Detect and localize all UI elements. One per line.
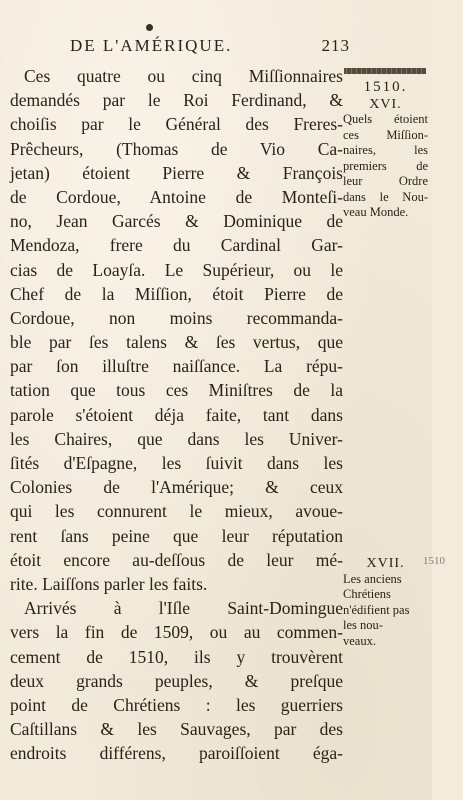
text-line: Cordoue, non moins recommanda-	[10, 307, 343, 328]
text-line: choiſis par le Général des Freres-	[10, 114, 343, 135]
text-line: cement de 1510, ils y trouvèrent	[10, 646, 343, 667]
text-line: jetan) étoient Pierre & François	[10, 162, 343, 183]
ornamental-rule	[344, 68, 426, 74]
margin-section-number: XVII.	[366, 556, 405, 571]
margin-note-line: ces Miſſion-	[343, 127, 428, 142]
text-line: Prêcheurs, (Thomas de Vio Ca-	[10, 138, 343, 159]
margin-note-xvii	[343, 555, 445, 649]
text-line: Mendoza, frere du Cardinal Gar-	[10, 235, 343, 256]
text-line: tation que tous ces Miniſtres de la	[10, 380, 343, 401]
margin-section-number: XVI.	[369, 96, 402, 112]
margin-year: 1510.	[363, 79, 408, 95]
margin-note-line: naires, les	[343, 143, 428, 157]
margin-note-line: Chrétiens	[343, 587, 391, 601]
text-line: rent ſans peine que leur réputation	[10, 525, 343, 546]
text-line: no, Jean Garcés & Dominique de	[10, 211, 343, 232]
text-line: endroits différens, paroiſſoient éga-	[10, 743, 343, 764]
margin-note-line: leur Ordre	[343, 174, 428, 188]
body-text	[10, 64, 343, 765]
text-line: qui les connurent le mieux, avoue-	[10, 501, 343, 522]
margin-note-line: premiers de	[343, 158, 428, 173]
text-line: deux grands peuples, & preſque	[10, 670, 343, 691]
text-line: cias de Loayſa. Le Supérieur, ou le	[10, 259, 343, 280]
margin-note-line: Les anciens	[343, 571, 402, 586]
margin-year: 1510	[423, 555, 445, 567]
text-line: les Chaires, que dans les Univer-	[10, 428, 343, 449]
margin-note-line: dans le Nou-	[343, 189, 428, 204]
margin-note-line: veaux.	[343, 633, 376, 648]
text-line: Colonies de l'Amérique; & ceux	[10, 477, 343, 498]
text-line: Caſtillans & les Sauvages, par des	[10, 719, 343, 740]
text-line: ble par ſes talens & ſes vertus, que	[10, 332, 343, 353]
margin-note-line: veau Monde.	[343, 205, 409, 219]
margin-note-line: n'édifient pas	[343, 602, 410, 617]
page-number: 213	[321, 36, 350, 55]
text-line: étoit encore au-deſſous de leur mé-	[10, 549, 343, 570]
ink-dot	[146, 24, 153, 31]
text-line: rite. Laiſſons parler les faits.	[10, 573, 208, 594]
text-line: Chef de la Miſſion, étoit Pierre de	[10, 283, 343, 304]
text-line: ſités d'Eſpagne, les ſuivit dans les	[10, 453, 343, 473]
margin-note-xvi	[343, 80, 428, 221]
text-line: par ſon illuſtre naiſſance. La répu-	[10, 356, 343, 377]
text-line: parole s'étoient déja faite, tant dans	[10, 404, 343, 425]
margin-note-line: les nou-	[343, 618, 383, 632]
text-line: point de Chrétiens : les guerriers	[10, 694, 343, 715]
text-line: de Cordoue, Antoine de Monteſi-	[10, 186, 343, 207]
text-line: Arrivés à l'Iſle Saint-Domingue	[24, 598, 343, 619]
text-line: Ces quatre ou cinq Miſſionnaires	[24, 66, 343, 86]
running-head-title: DE L'AMÉRIQUE.	[70, 36, 233, 55]
text-line: vers la fin de 1509, ou au commen-	[10, 622, 343, 643]
text-line: demandés par le Roi Ferdinand, &	[10, 90, 343, 111]
margin-note-line: Quels étoient	[343, 112, 428, 126]
